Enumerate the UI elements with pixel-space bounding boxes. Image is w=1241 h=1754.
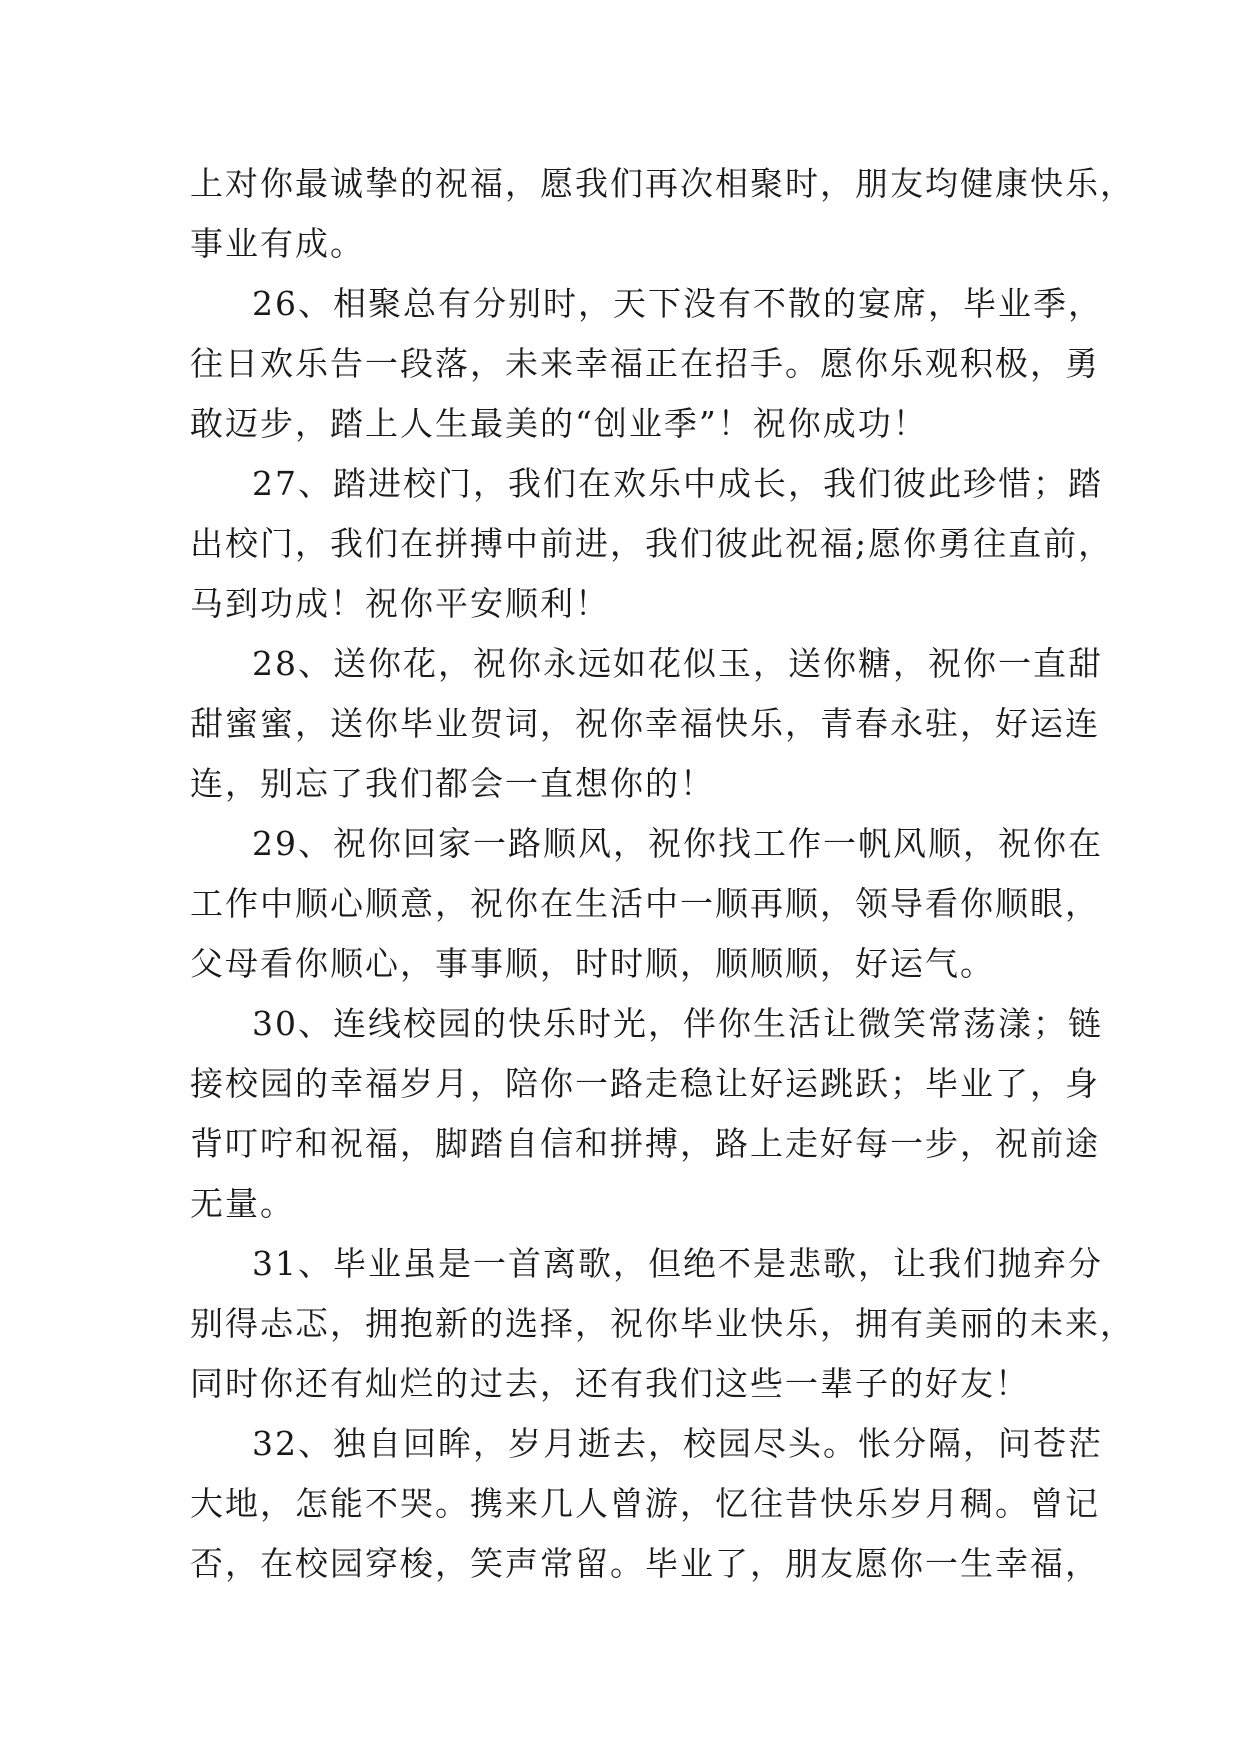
text-line: 大地，怎能不哭。携来几人曾游，忆往昔快乐岁月稠。曾记 bbox=[190, 1484, 1100, 1523]
text-line: 32、独自回眸，岁月逝去，校园尽头。怅分隔，问苍茫 bbox=[252, 1424, 1103, 1463]
paragraph-continuation bbox=[190, 154, 1135, 274]
text-line: 上对你最诚挚的祝福，愿我们再次相聚时，朋友均健康快乐， bbox=[190, 164, 1135, 203]
text-line: 出校门，我们在拼搏中前进，我们彼此祝福;愿你勇往直前， bbox=[190, 524, 1114, 563]
text-line: 连，别忘了我们都会一直想你的！ bbox=[190, 764, 715, 803]
paragraph-item-26 bbox=[190, 274, 1103, 454]
text-line: 马到功成！祝你平安顺利！ bbox=[190, 584, 610, 623]
text-line: 工作中顺心顺意，祝你在生活中一顺再顺，领导看你顺眼， bbox=[190, 884, 1100, 923]
text-line: 敢迈步，踏上人生最美的“创业季”！祝你成功！ bbox=[190, 404, 928, 443]
text-line: 否，在校园穿梭，笑声常留。毕业了，朋友愿你一生幸福， bbox=[190, 1544, 1100, 1583]
text-line: 接校园的幸福岁月，陪你一路走稳让好运跳跃；毕业了，身 bbox=[190, 1064, 1100, 1103]
document-body bbox=[190, 154, 1135, 1594]
paragraph-item-30 bbox=[190, 994, 1103, 1234]
paragraph-item-27 bbox=[190, 454, 1114, 634]
text-line: 27、踏进校门，我们在欢乐中成长，我们彼此珍惜；踏 bbox=[252, 464, 1103, 503]
text-line: 无量。 bbox=[190, 1184, 295, 1223]
text-line: 甜蜜蜜，送你毕业贺词，祝你幸福快乐，青春永驻，好运连 bbox=[190, 704, 1100, 743]
text-line: 同时你还有灿烂的过去，还有我们这些一辈子的好友！ bbox=[190, 1364, 1030, 1403]
paragraph-item-32 bbox=[190, 1414, 1103, 1594]
text-line: 28、送你花，祝你永远如花似玉，送你糖，祝你一直甜 bbox=[252, 644, 1103, 683]
text-line: 别得忐忑，拥抱新的选择，祝你毕业快乐，拥有美丽的未来， bbox=[190, 1304, 1135, 1343]
paragraph-item-28 bbox=[190, 634, 1103, 814]
text-line: 往日欢乐告一段落，未来幸福正在招手。愿你乐观积极，勇 bbox=[190, 344, 1100, 383]
text-line: 26、相聚总有分别时，天下没有不散的宴席，毕业季， bbox=[252, 284, 1103, 323]
paragraph-item-29 bbox=[190, 814, 1103, 994]
paragraph-item-31 bbox=[190, 1234, 1135, 1414]
text-line: 30、连线校园的快乐时光，伴你生活让微笑常荡漾；链 bbox=[252, 1004, 1103, 1043]
text-line: 29、祝你回家一路顺风，祝你找工作一帆风顺，祝你在 bbox=[252, 824, 1103, 863]
text-line: 31、毕业虽是一首离歌，但绝不是悲歌，让我们抛弃分 bbox=[252, 1244, 1103, 1283]
text-line: 父母看你顺心，事事顺，时时顺，顺顺顺，好运气。 bbox=[190, 944, 995, 983]
text-line: 事业有成。 bbox=[190, 224, 365, 263]
text-line: 背叮咛和祝福，脚踏自信和拼搏，路上走好每一步，祝前途 bbox=[190, 1124, 1100, 1163]
